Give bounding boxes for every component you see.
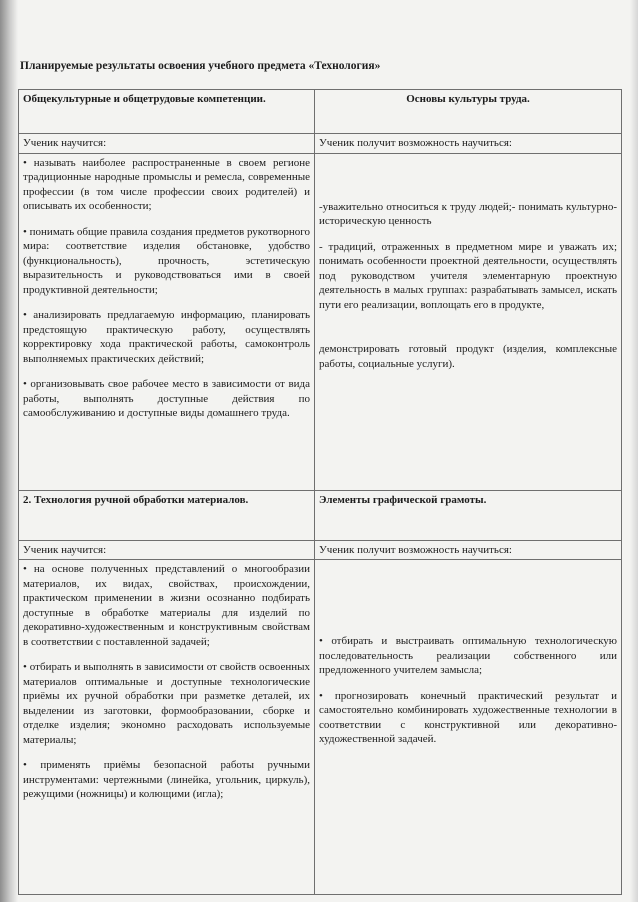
section2-left-item: • применять приёмы безопасной работы ручными инструментами: чертежными (линейка, угольник, циркуль), режущими (ножницы) и колющими (игла);	[23, 759, 310, 800]
section2-left-header: 2. Технология ручной обработки материалов.	[19, 490, 315, 540]
section2-sub-row	[19, 540, 622, 560]
section1-header-row	[19, 90, 622, 134]
section1-left-item: • анализировать предлагаемую информацию, планировать предстоящую практическую работу, осуществлять корректировку хода практической работы, самоконтроль выполняемых практических действий;	[23, 309, 310, 365]
section2-left-item: • отбирать и выполнять в зависимости от свойств освоенных материалов оптимальные и доступные технологические приёмы их ручной обработки при разметке деталей, их выделении из заготовки, формообразовании, сборке и отделке изделия; экономно расходовать используемые материалы;	[23, 661, 310, 746]
section1-left-item: • понимать общие правила создания предметов рукотворного мира: соответствие изделия обстановке, удобство (функциональность), прочность, эстетическую выразительность и руководствоваться ими в своей продуктивной деятельности;	[23, 225, 310, 296]
section1-left-item: • организовывать свое рабочее место в зависимости от вида работы, выполнять доступные действия по самообслуживанию и доступные виды домашнего труда.	[23, 378, 310, 419]
section2-content-row	[19, 560, 622, 895]
section2-header-row	[19, 490, 622, 540]
section1-left-content	[19, 153, 315, 490]
section2-left-item: • на основе полученных представлений о многообразии материалов, их видах, свойствах, происхождении, практическом применении в жизни осознанно подбирать доступные в обработке материалы для изделий по декоративно-художественным и конструктивным свойствам в соответствии с поставленной задачей;	[23, 563, 310, 648]
section2-right-header: Элементы графической грамоты.	[315, 490, 622, 540]
section1-left-sub: Ученик научится:	[19, 134, 315, 154]
section1-left-item: • называть наиболее распространенные в своем регионе традиционные народные промыслы и ремесла, современные профессии (в том числе профессии своих родителей) и описывать их особенности;	[23, 156, 310, 212]
section1-right-item: - традиций, отраженных в предметном мире и уважать их; понимать особенности проектной деятельности, осуществлять под руководством учителя элементарную проектную деятельность в малых группах: разрабатывать замысел, искать пути его реализации, воплощать его в продукте,	[319, 240, 617, 311]
section1-right-header: Основы культуры труда.	[315, 90, 622, 134]
section1-right-item: демонстрировать готовый продукт (изделия, комплексные работы, социальные услуги).	[319, 343, 617, 370]
section1-content-row	[19, 153, 622, 490]
section2-left-sub: Ученик научится:	[19, 540, 315, 560]
section1-right-sub: Ученик получит возможность научиться:	[315, 134, 622, 154]
section2-right-item: • отбирать и выстраивать оптимальную технологическую последовательность реализации собственного или предложенного учителем замысла;	[319, 635, 617, 676]
section1-left-header: Общекультурные и общетрудовые компетенции.	[19, 90, 315, 134]
section2-right-sub: Ученик получит возможность научиться:	[315, 540, 622, 560]
document-title: Планируемые результаты освоения учебного предмета «Технология»	[20, 60, 381, 72]
section2-right-item: • прогнозировать конечный практический результат и самостоятельно комбинировать художественные технологии в соответствии с конструктивной или декоративно-художественной задачей.	[319, 689, 617, 745]
section2-right-content	[315, 560, 622, 895]
section1-right-item: -уважительно относиться к труду людей;- понимать культурно-историческую ценность	[319, 200, 617, 227]
section1-sub-row	[19, 134, 622, 154]
scan-edge-shadow	[0, 0, 18, 902]
scan-edge-shadow-right	[630, 0, 638, 902]
section2-left-content	[19, 560, 315, 895]
outcomes-table	[18, 89, 622, 895]
section1-right-content	[315, 153, 622, 490]
